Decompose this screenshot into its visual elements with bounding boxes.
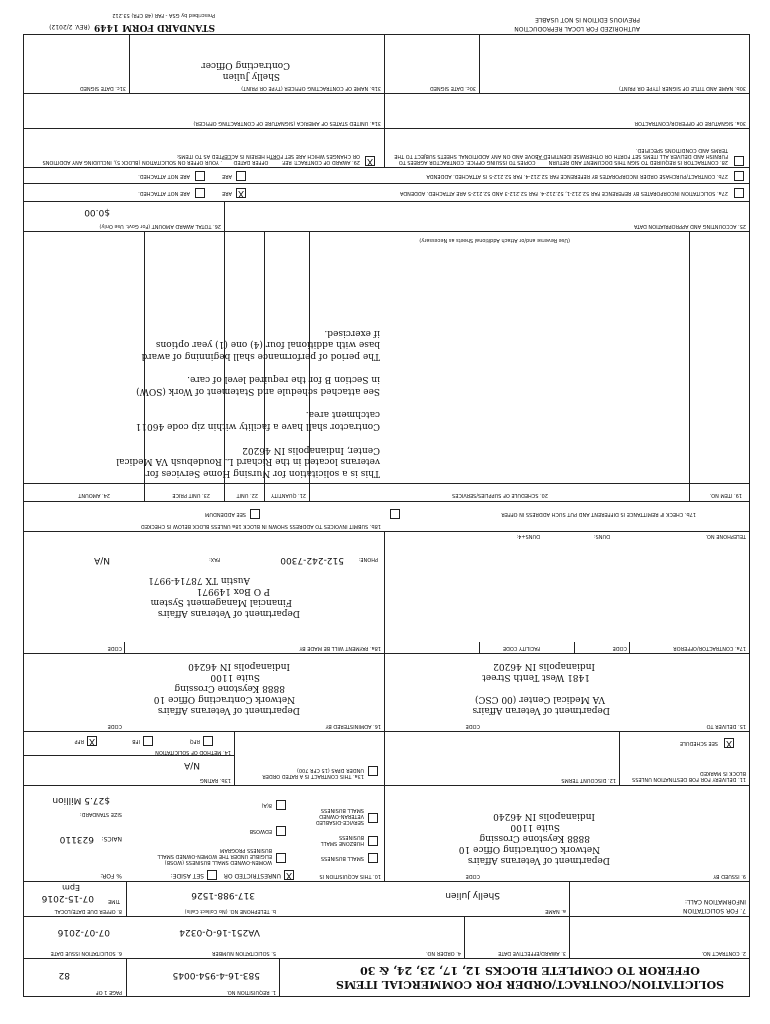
schedule-description: This is a solicitation for Nursing Home Services for veterans located in the Richard L. Roudebush VA Medical Center, Indianapolis IN 46202 Contractor shall have a facility within zip code 46011 catchment area. See attached schedule and Statement of Work (SOW) in Section B for the required level of care. The period of performance shall beginning of award base with additional four (4) one (1) year options if exercised. bbox=[116, 327, 380, 478]
issued-by-label: 9. ISSUED BY bbox=[713, 873, 746, 879]
total-award-label: 26. TOTAL AWARD AMOUNT (For Govt. Use Only) bbox=[99, 223, 221, 229]
payment-line: P O Box 149971 bbox=[196, 586, 270, 596]
see-schedule-checkbox[interactable]: X bbox=[725, 738, 733, 748]
delivery-fob-label: 11. DELIVERY FOR FOB DESTINATION UNLESS BLOCK IS MARKED bbox=[632, 769, 746, 782]
rfp-label: RFP bbox=[74, 738, 84, 744]
c27b-are-not: ARE NOT ATTACHED. bbox=[138, 173, 190, 179]
administered-by-line: Suite 1100 bbox=[210, 672, 260, 682]
footer-authorized: AUTHORIZED FOR LOCAL REPRODUCTION bbox=[514, 25, 640, 32]
duns-label: DUNS: bbox=[593, 533, 610, 539]
clause-27a: 27a. SOLICITATION INCORPORATES BY REFERENCE FAR 52.212-1, 52.212-4. FAR 52.212-3 AND 52.212-5 ARE ATTACHED. ADDENDA bbox=[399, 190, 728, 196]
col-item-no: 19. ITEM NO. bbox=[709, 492, 742, 498]
c27b-checkbox[interactable] bbox=[734, 171, 744, 181]
set-aside-label: SET ASIDE: bbox=[170, 872, 204, 879]
hubzone-label: HUBZONE SMALL BUSINESS bbox=[320, 833, 364, 846]
page-of-label: PAGE 1 OF bbox=[95, 989, 122, 995]
sig-31a-label: 31a. UNITED STATES OF AMERICA (SIGNATURE OF CONTRACTING OFFICER) bbox=[193, 120, 381, 126]
page-count: 82 bbox=[58, 970, 70, 980]
footer-prescribed: Prescribed by GSA - FAR (48 CFR) 53.212 bbox=[112, 12, 215, 18]
sdvosb-label: SERVICE-DISABLED VETERAN-OWNED SMALL BUSINESS bbox=[315, 806, 364, 825]
administered-by-code-label: CODE bbox=[107, 723, 122, 729]
sig-30a-label: 30a. SIGNATURE OF OFFEROR/CONTRACTOR bbox=[634, 120, 746, 126]
footer-revision: (REV. 2/2012) bbox=[49, 23, 90, 30]
wosb-checkbox[interactable] bbox=[276, 853, 286, 863]
sig-31c-label: 31c. DATE SIGNED bbox=[79, 85, 126, 91]
deliver-to-line: VA Medical Center (00 CSC) bbox=[475, 694, 605, 704]
sig-30c-label: 30c. DATE SIGNED bbox=[429, 85, 476, 91]
deliver-to-line: 1481 West Tenth Street bbox=[482, 672, 590, 682]
col-quantity: 21. QUANTITY bbox=[271, 492, 306, 498]
rated-order-checkbox[interactable] bbox=[368, 766, 378, 776]
submit-invoices-label: 18b. SUBMIT INVOICES TO ADDRESS SHOWN IN BLOCK 18a UNLESS BLOCK BELOW IS CHECKED bbox=[140, 523, 381, 529]
see-addendum-label: SEE ADDENDUM bbox=[205, 511, 246, 517]
col-unit: 22. UNIT bbox=[236, 492, 258, 498]
contractor-code-label: CODE bbox=[612, 645, 627, 651]
administered-by-line: Department of Veterans Affairs bbox=[157, 705, 300, 715]
eight-a-label: 8(A) bbox=[261, 802, 272, 808]
deliver-to-line: Indianapolis IN 46202 bbox=[493, 661, 595, 671]
contracting-officer-title: Contracting Officer bbox=[201, 60, 290, 70]
ifb-label: IFB bbox=[132, 738, 140, 744]
solicitation-number: VA251-16-Q-0324 bbox=[179, 927, 260, 937]
contact-name: Shelly Julien bbox=[445, 890, 500, 900]
order-no-label: 4. ORDER NO. bbox=[426, 950, 461, 956]
c27a-are-checkbox[interactable]: X bbox=[237, 188, 245, 198]
edwosb-checkbox[interactable] bbox=[276, 826, 286, 836]
c27b-are-checkbox[interactable] bbox=[236, 171, 246, 181]
clause-27b: 27b. CONTRACT/PURCHASE ORDER INCORPORATES BY REFERENCE FAR 52.212-4. FAR 52.212-5 IS ATTACHED. ADDENDA bbox=[426, 173, 728, 179]
see-schedule-label: SEE SCHEDULE bbox=[679, 740, 718, 746]
due-time: Epm bbox=[62, 883, 80, 892]
payment-fax-label: FAX: bbox=[209, 556, 220, 562]
contract-no-label: 2. CONTRACT NO. bbox=[701, 950, 746, 956]
issue-date: 07-07-2016 bbox=[57, 927, 110, 937]
footer-previous-edition: PREVIOUS EDITION IS NOT USABLE bbox=[535, 16, 640, 23]
wosb-label: WOMEN-OWNED SMALL BUSINESS (WOSB) ELIGIBLE UNDER THE WOMEN-OWNED SMALL BUSINESS PROGRAM bbox=[157, 846, 272, 865]
total-award-amount: $0.00 bbox=[84, 207, 110, 217]
payment-fax: N/A bbox=[94, 555, 110, 565]
contact-name-label: a. NAME bbox=[545, 908, 566, 914]
clause-29: 29. AWARD OF CONTRACT: REF. ____ OFFER DATED ____. YOUR OFFER ON SOLICITATION (BLOCK 5), INCLUDING ANY ADDITIONS OR CHANGES WHICH ARE SET FORTH HEREIN IS ACCEPTED AS TO ITEMS: bbox=[42, 152, 360, 165]
contractor-label: 17a. CONTRACTOR/OFFEROR bbox=[673, 645, 746, 651]
facility-code-label: FACILITY CODE bbox=[502, 645, 540, 651]
c28-checkbox[interactable] bbox=[734, 156, 744, 166]
ifb-checkbox[interactable] bbox=[143, 736, 153, 746]
deliver-to-label: 15. DELIVER TO bbox=[706, 723, 746, 729]
issued-by-line: Indianapolis IN 46240 bbox=[493, 811, 595, 821]
sdvosb-checkbox[interactable] bbox=[368, 813, 378, 823]
form-subtitle: OFFEROR TO COMPLETE BLOCKS 12, 17, 23, 24, & 30 bbox=[360, 964, 700, 977]
payment-line: Austin TX 78714-9971 bbox=[148, 575, 250, 585]
remittance-checkbox[interactable] bbox=[390, 509, 400, 519]
sig-30b-label: 30b. NAME AND TITLE OF SIGNER (TYPE OR PRINT) bbox=[618, 85, 746, 91]
c27b-are: ARE bbox=[221, 173, 232, 179]
due-date-label: 8. OFFER DUE DATE/LOCAL bbox=[54, 908, 122, 914]
reverse-note: (Use Reverse and/or Attach Additional Sheets as Necessary) bbox=[419, 237, 570, 243]
rfq-checkbox[interactable] bbox=[203, 736, 213, 746]
issued-by-line: Department of Veterans Affairs bbox=[467, 855, 610, 865]
clause-28: 28. CONTRACTOR IS REQUIRED TO SIGN THIS DOCUMENT AND RETURN ____ COPIES TO ISSUING OFFICE. CONTRACTOR AGREES TO FURNISH AND DELIVER ALL ITEMS SET FORTH OR OTHERWISE IDENTIFIED ABOVE AND ON ANY ADDITIONAL SHEETS SUBJECT TO THE TERMS AND CONDITIONS SPECIFIED. bbox=[394, 146, 728, 165]
info-call-label-2: INFORMATION CALL: bbox=[685, 898, 746, 905]
naics-label: NAICS: bbox=[101, 835, 122, 842]
administered-by-line: 8888 Keystone Crossing bbox=[174, 683, 285, 693]
contracting-officer-name: Shelly Julien bbox=[222, 71, 280, 81]
remittance-label: 17b. CHECK IF REMITTANCE IS DIFFERENT AND PUT SUCH ADDRESS IN OFFER bbox=[501, 511, 696, 517]
size-standard: $27.5 Million bbox=[52, 795, 110, 805]
telephone-label: TELEPHONE NO. bbox=[705, 533, 746, 539]
hubzone-checkbox[interactable] bbox=[368, 836, 378, 846]
issued-by-code-label: CODE bbox=[465, 873, 480, 879]
c27a-are: ARE bbox=[221, 190, 232, 196]
administered-by-line: Network Contracting Office 10 bbox=[153, 694, 295, 704]
sig-31b-label: 31b. NAME OF CONTRACTING OFFICER (TYPE OR PRINT) bbox=[241, 85, 381, 91]
administered-by-label: 16. ADMINISTERED BY bbox=[325, 723, 381, 729]
edwosb-label: EDWOSB bbox=[249, 828, 272, 834]
payment-line: Financial Management System bbox=[150, 597, 292, 607]
form-title: SOLICITATION/CONTRACT/ORDER FOR COMMERCIAL ITEMS bbox=[335, 978, 725, 991]
award-date-label: 3. AWARD/EFFECTIVE DATE bbox=[498, 950, 566, 956]
deliver-to-line: Department of Veteran Affairs bbox=[472, 705, 610, 715]
info-call-label: 7. FOR SOLICITATION bbox=[683, 907, 746, 914]
payment-line: Department of Veterans Affairs bbox=[157, 608, 300, 618]
see-addendum-checkbox[interactable] bbox=[250, 509, 260, 519]
requisition-number: 583-16-4-954-0045 bbox=[172, 970, 260, 980]
payment-code-label: CODE bbox=[107, 645, 122, 651]
solicitation-no-label: 5. SOLICITATION NUMBER bbox=[212, 950, 276, 956]
c27a-are-not: ARE NOT ATTACHED. bbox=[138, 190, 190, 196]
footer-standard-form: STANDARD FORM 1449 bbox=[94, 22, 215, 32]
accounting-label: 25. ACCOUNTING AND APPROPRIATION DATA bbox=[633, 223, 746, 229]
payment-phone-label: PHONE: bbox=[358, 556, 378, 562]
col-unit-price: 23. UNIT PRICE bbox=[172, 492, 210, 498]
c27a-are-not-checkbox[interactable] bbox=[195, 188, 205, 198]
discount-terms-label: 12. DISCOUNT TERMS bbox=[561, 777, 616, 783]
due-time-label: TIME bbox=[107, 898, 120, 904]
c27a-checkbox[interactable] bbox=[734, 188, 744, 198]
col-amount: 24. AMOUNT bbox=[78, 492, 110, 498]
set-aside-checkbox[interactable] bbox=[207, 870, 217, 880]
eight-a-checkbox[interactable] bbox=[276, 800, 286, 810]
administered-by-line: Indianapolis IN 46240 bbox=[188, 661, 290, 671]
issued-by-line: 8888 Keystone Crossing bbox=[479, 833, 590, 843]
contact-phone-label: b. TELEPHONE NO. (No Collect Calls) bbox=[184, 908, 276, 914]
percent-for-label: % FOR: bbox=[100, 872, 122, 879]
rfp-checkbox[interactable]: X bbox=[88, 736, 96, 746]
size-standard-label: SIZE STANDARD: bbox=[79, 811, 122, 817]
rating-label: 13b. RATING bbox=[199, 777, 231, 783]
rating-value: N/A bbox=[184, 760, 200, 770]
c29-checkbox[interactable]: X bbox=[366, 156, 374, 166]
payment-phone: 512-242-7300 bbox=[280, 555, 344, 565]
requisition-label: 1. REQUISITION NO. bbox=[226, 989, 276, 995]
unrestricted-label: UNRESTRICTED OR bbox=[223, 872, 281, 879]
payment-by-label: 18a. PAYMENT WILL BE MADE BY bbox=[299, 645, 381, 651]
method-label: 14. METHOD OF SOLICITATION bbox=[155, 749, 231, 755]
c27b-are-not-checkbox[interactable] bbox=[195, 171, 205, 181]
duns4-label: DUNS+4: bbox=[516, 533, 540, 539]
acquisition-label: 10. THIS ACQUISITION IS bbox=[319, 873, 381, 879]
rfq-label: RFQ bbox=[189, 738, 200, 744]
rated-order-label: 13a. THIS CONTRACT IS A RATED ORDER UNDER DPAS (15 CFR 700) bbox=[262, 766, 364, 779]
col-schedule: 20. SCHEDULE OF SUPPLIES/SERVICES bbox=[452, 492, 548, 498]
issue-date-label: 6. SOLICITATION ISSUE DATE bbox=[50, 950, 122, 956]
small-business-label: SMALL BUSINESS bbox=[320, 855, 364, 861]
contact-phone: 317-988-1526 bbox=[191, 890, 255, 900]
issued-by-line: Network Contracting Office 10 bbox=[458, 844, 600, 854]
deliver-to-code-label: CODE bbox=[465, 723, 480, 729]
due-date: 07-15-2016 bbox=[41, 893, 94, 903]
naics-code: 623110 bbox=[59, 834, 94, 844]
unrestricted-checkbox[interactable]: X bbox=[285, 870, 293, 880]
small-business-checkbox[interactable] bbox=[368, 853, 378, 863]
issued-by-line: Suite 1100 bbox=[510, 822, 560, 832]
